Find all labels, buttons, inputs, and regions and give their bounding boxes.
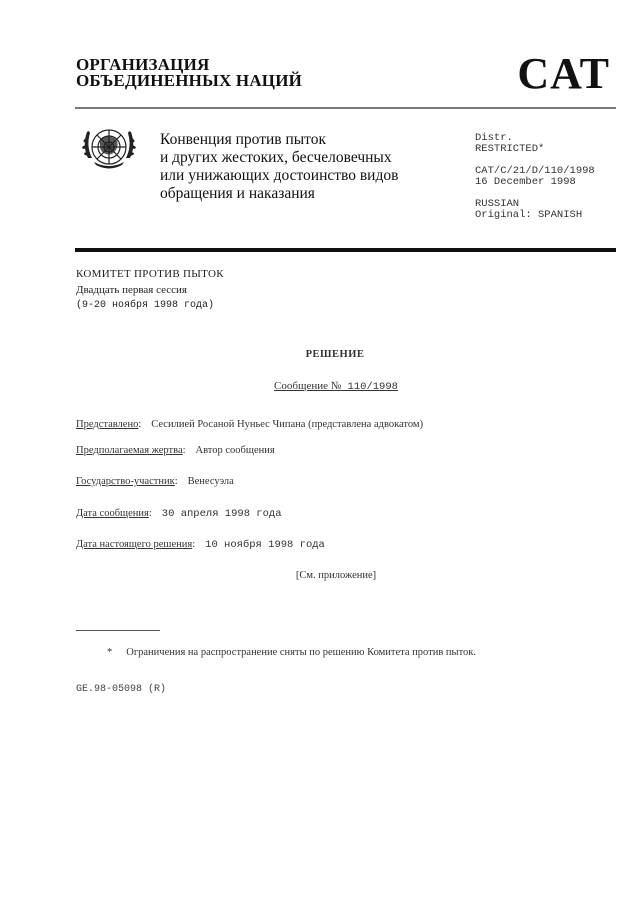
document-symbol: CAT/C/21/D/110/1998 [475,165,595,177]
session-name: Двадцать первая сессия [76,284,187,296]
document-symbol-large: CAT [517,49,610,98]
convention-title-line-2: и других жестоких, бесчеловечных [160,149,392,166]
field-label: Государство-участник [76,476,175,487]
title-divider [75,248,616,252]
distribution-label: Distr. [475,132,513,144]
footnote-text: Ограничения на распространение сняты по решению Комитета против пыток. [126,647,477,658]
document-language: RUSSIAN [475,198,520,210]
convention-title [160,131,398,203]
document-job-number: GE.98-05098 (R) [76,684,167,695]
convention-title-line-3: или унижающих достоинство видов [160,167,399,184]
org-name-line-2: ОБЪЕДИНЕННЫХ НАЦИЙ [76,71,303,90]
communication-number-value: 110/1998 [341,381,398,393]
annex-note: [См. приложение] [295,570,377,581]
header-divider [75,107,616,109]
session-dates: (9-20 ноября 1998 года) [76,300,215,311]
field-alleged-victim: Предполагаемая жертва: Автор сообщения [76,445,275,456]
field-communication-date: Дата сообщения: 30 апреля 1998 года [76,508,282,520]
convention-title-line-1: Конвенция против пыток [160,131,327,148]
field-label: Представлено [76,419,139,430]
communication-label: Сообщение № 110/1998 [274,380,398,393]
org-name-line-1: ОРГАНИЗАЦИЯ [76,55,210,74]
field-state-party: Государство-участник: Венесуэла [76,476,234,487]
field-value: 30 апреля 1998 года [161,508,282,520]
un-emblem-icon [78,118,140,180]
field-decision-date: Дата настоящего решения: 10 ноября 1998 года [76,539,325,551]
field-label: Дата настоящего решения [76,539,193,550]
footnote [107,647,476,658]
organization-name [76,57,302,89]
field-value: Венесуэла [187,476,234,487]
convention-title-line-4: обращения и наказания [160,185,315,202]
communication-number [0,380,640,393]
committee-name: КОМИТЕТ ПРОТИВ ПЫТОК [76,268,224,280]
footnote-divider [76,630,160,631]
field-submitted-by: Представлено: Сесилией Росаной Нуньес Чипана (представлена адвокатом) [76,419,424,430]
field-value: Автор сообщения [195,445,275,456]
field-value: 10 ноября 1998 года [205,539,325,551]
field-label: Дата сообщения [76,508,149,519]
field-value: Сесилией Росаной Нуньес Чипана (представлена адвокатом) [151,419,424,430]
committee-block [76,266,224,314]
original-language: Original: SPANISH [475,209,583,221]
distribution-block [475,133,595,221]
field-label: Предполагаемая жертва [76,445,183,456]
document-date: 16 December 1998 [475,176,576,188]
footnote-marker: * [107,647,113,658]
decision-heading: РЕШЕНИЕ [305,349,365,360]
restriction-status: RESTRICTED* [475,143,545,155]
